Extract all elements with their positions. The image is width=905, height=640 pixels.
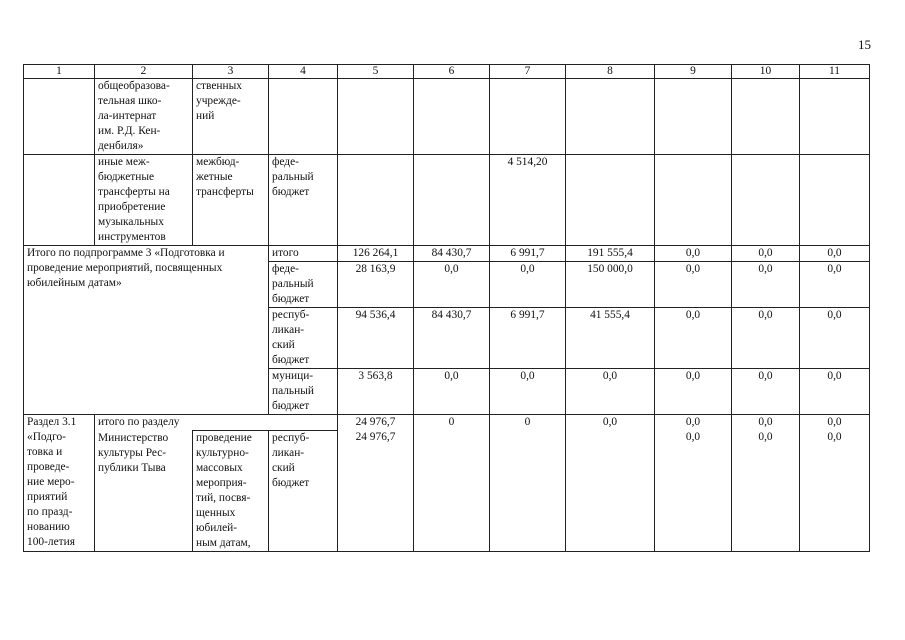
cell-type: ственных учрежде- ний — [193, 79, 269, 155]
col-header-2: 2 — [95, 65, 193, 79]
cell-value: 4 514,20 — [490, 155, 566, 246]
cell-value: 6 991,7 — [490, 308, 566, 369]
cell-empty — [732, 79, 800, 155]
cell-budget: феде- ральный бюджет — [269, 262, 338, 308]
cell-value: 0,0 — [732, 308, 800, 369]
cell-value: 0,0 — [800, 369, 870, 415]
cell-budget: респуб- ликан- ский бюджет — [269, 308, 338, 369]
col-header-10: 10 — [732, 65, 800, 79]
cell-empty — [490, 79, 566, 155]
cell-value: 41 555,4 — [566, 308, 655, 369]
cell-value: 84 430,7 — [414, 246, 490, 262]
section-total-label: итого по разделу — [95, 415, 338, 431]
cell-empty — [24, 79, 95, 155]
cell-type: межбюд- жетные трансферты — [193, 155, 269, 246]
col-header-8: 8 — [566, 65, 655, 79]
cell-empty — [732, 155, 800, 246]
cell-empty — [414, 155, 490, 246]
cell-value: 0,0 — [732, 246, 800, 262]
subprogram-total-label: Итого по подпрограмме 3 «Подготовка и проведение мероприятий, посвященных юбилейным датам» — [24, 246, 269, 415]
cell-value: 0,0 — [800, 246, 870, 262]
cell-empty — [338, 79, 414, 155]
cell-value: 0,0 — [655, 369, 732, 415]
col-header-4: 4 — [269, 65, 338, 79]
cell-empty — [800, 155, 870, 246]
cell-value: 126 264,1 — [338, 246, 414, 262]
page-number: 15 — [858, 37, 871, 52]
cell-value: 0,0 — [732, 369, 800, 415]
cell-empty — [655, 79, 732, 155]
cell-empty — [655, 155, 732, 246]
cell-empty — [269, 79, 338, 155]
cell-ministry: Министерство культуры Рес- публики Тыва — [95, 431, 193, 552]
cell-value: 0,0 0,0 — [732, 415, 800, 552]
cell-value: 6 991,7 — [490, 246, 566, 262]
cell-value: 0,0 — [414, 262, 490, 308]
cell-value: 0 — [414, 415, 490, 552]
col-header-7: 7 — [490, 65, 566, 79]
cell-empty — [566, 155, 655, 246]
cell-value: 150 000,0 — [566, 262, 655, 308]
cell-value: 0,0 — [655, 308, 732, 369]
cell-budget: феде- ральный бюджет — [269, 155, 338, 246]
cell-budget: муници- пальный бюджет — [269, 369, 338, 415]
cell-value: 24 976,7 24 976,7 — [338, 415, 414, 552]
table-row — [24, 246, 870, 262]
cell-activity: проведение культурно- массовых мероприя- тий, посвя- щенных юбилей- ным датам, — [193, 431, 269, 552]
cell-value: 0 — [490, 415, 566, 552]
cell-empty — [24, 155, 95, 246]
header-row — [24, 65, 870, 79]
cell-item: иные меж- бюджетные трансферты на приобретение музыкальных инструментов — [95, 155, 193, 246]
cell-value: 0,0 — [800, 308, 870, 369]
cell-budget: итого — [269, 246, 338, 262]
cell-value: 28 163,9 — [338, 262, 414, 308]
cell-value: 191 555,4 — [566, 246, 655, 262]
cell-value: 0,0 0,0 — [800, 415, 870, 552]
cell-value: 84 430,7 — [414, 308, 490, 369]
cell-value: 0,0 — [414, 369, 490, 415]
col-header-9: 9 — [655, 65, 732, 79]
table-row — [24, 155, 870, 246]
cell-institution: общеобразова- тельная шко- ла-интернат им. Р.Д. Кен- денбиля» — [95, 79, 193, 155]
col-header-5: 5 — [338, 65, 414, 79]
cell-value: 0,0 — [800, 262, 870, 308]
cell-value: 3 563,8 — [338, 369, 414, 415]
cell-value: 0,0 — [566, 415, 655, 552]
cell-value: 0,0 — [490, 369, 566, 415]
cell-value: 0,0 — [655, 262, 732, 308]
cell-value: 0,0 — [490, 262, 566, 308]
col-header-3: 3 — [193, 65, 269, 79]
cell-budget: респуб- ликан- ский бюджет — [269, 431, 338, 552]
cell-empty — [338, 155, 414, 246]
table-row — [24, 415, 870, 431]
table-row — [24, 79, 870, 155]
col-header-1: 1 — [24, 65, 95, 79]
cell-value: 94 536,4 — [338, 308, 414, 369]
cell-empty — [800, 79, 870, 155]
budget-table — [23, 64, 870, 552]
cell-value: 0,0 0,0 — [655, 415, 732, 552]
col-header-11: 11 — [800, 65, 870, 79]
cell-empty — [414, 79, 490, 155]
cell-value: 0,0 — [655, 246, 732, 262]
cell-value: 0,0 — [732, 262, 800, 308]
col-header-6: 6 — [414, 65, 490, 79]
cell-empty — [566, 79, 655, 155]
section-label: Раздел 3.1 «Подго- товка и проведе- ние меро- приятий по празд- нованию 100-летия — [24, 415, 95, 552]
cell-value: 0,0 — [566, 369, 655, 415]
